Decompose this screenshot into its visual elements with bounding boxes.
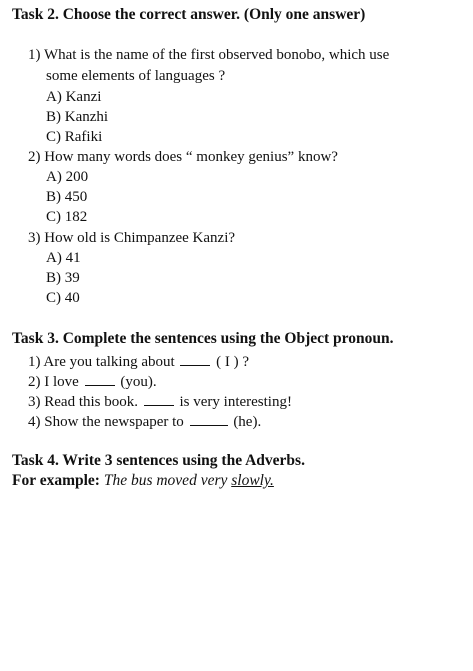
task2-title: Task 2. Choose the correct answer. (Only one answer) [12, 6, 366, 23]
task3-blank-2[interactable] [85, 371, 115, 386]
task3-blank-3[interactable] [144, 391, 174, 406]
task3-sentence-2-pre: 2) I love [28, 374, 79, 390]
task3-sentence-4-post: (he). [233, 414, 262, 430]
task2-q3: 3) How old is Chimpanzee Kanzi? [28, 230, 236, 246]
task2-q2-option-a: A) 200 [46, 169, 89, 185]
task4-example-word: slowly. [231, 472, 274, 489]
task3-sentence-2 [28, 371, 157, 391]
task3-sentence-3-post: is very interesting! [179, 394, 292, 410]
task3-blank-4[interactable] [190, 411, 228, 426]
task2-q1-line2: some elements of languages ? [46, 68, 226, 84]
task2-q3-option-b: B) 39 [46, 270, 80, 286]
task2-q2-option-c: C) 182 [46, 209, 88, 225]
task2-q2: 2) How many words does “ monkey genius” know? [28, 149, 338, 165]
task3-sentence-1-pre: 1) Are you talking about [28, 354, 175, 370]
task4-example-text: The bus moved very [103, 472, 228, 489]
task3-sentence-4-pre: 4) Show the newspaper to [28, 414, 184, 430]
task3-sentence-1 [28, 351, 249, 371]
task2-q3-option-a: A) 41 [46, 250, 81, 266]
task4-title: Task 4. Write 3 sentences using the Adverbs. [12, 452, 305, 469]
task2-q1-option-b: B) Kanzhi [46, 109, 109, 125]
task3-title: Task 3. Complete the sentences using the Object pronoun. [12, 330, 394, 347]
task3-sentence-1-post: ( I ) ? [216, 354, 250, 370]
task4-example-label: For example: [12, 472, 100, 489]
task3-sentence-3 [28, 391, 292, 411]
task3-sentence-3-pre: 3) Read this book. [28, 394, 138, 410]
task2-q3-option-c: C) 40 [46, 290, 80, 306]
task3-sentence-4 [28, 411, 261, 431]
task4-example [12, 472, 274, 490]
task3-sentence-2-post: (you). [120, 374, 157, 390]
task3-blank-1[interactable] [180, 351, 210, 366]
task2-q1-option-a: A) Kanzi [46, 89, 102, 105]
task2-q1-option-c: C) Rafiki [46, 129, 103, 145]
task2-q2-option-b: B) 450 [46, 189, 88, 205]
task2-q1-line1: 1) What is the name of the first observed bonobo, which use [28, 47, 390, 63]
